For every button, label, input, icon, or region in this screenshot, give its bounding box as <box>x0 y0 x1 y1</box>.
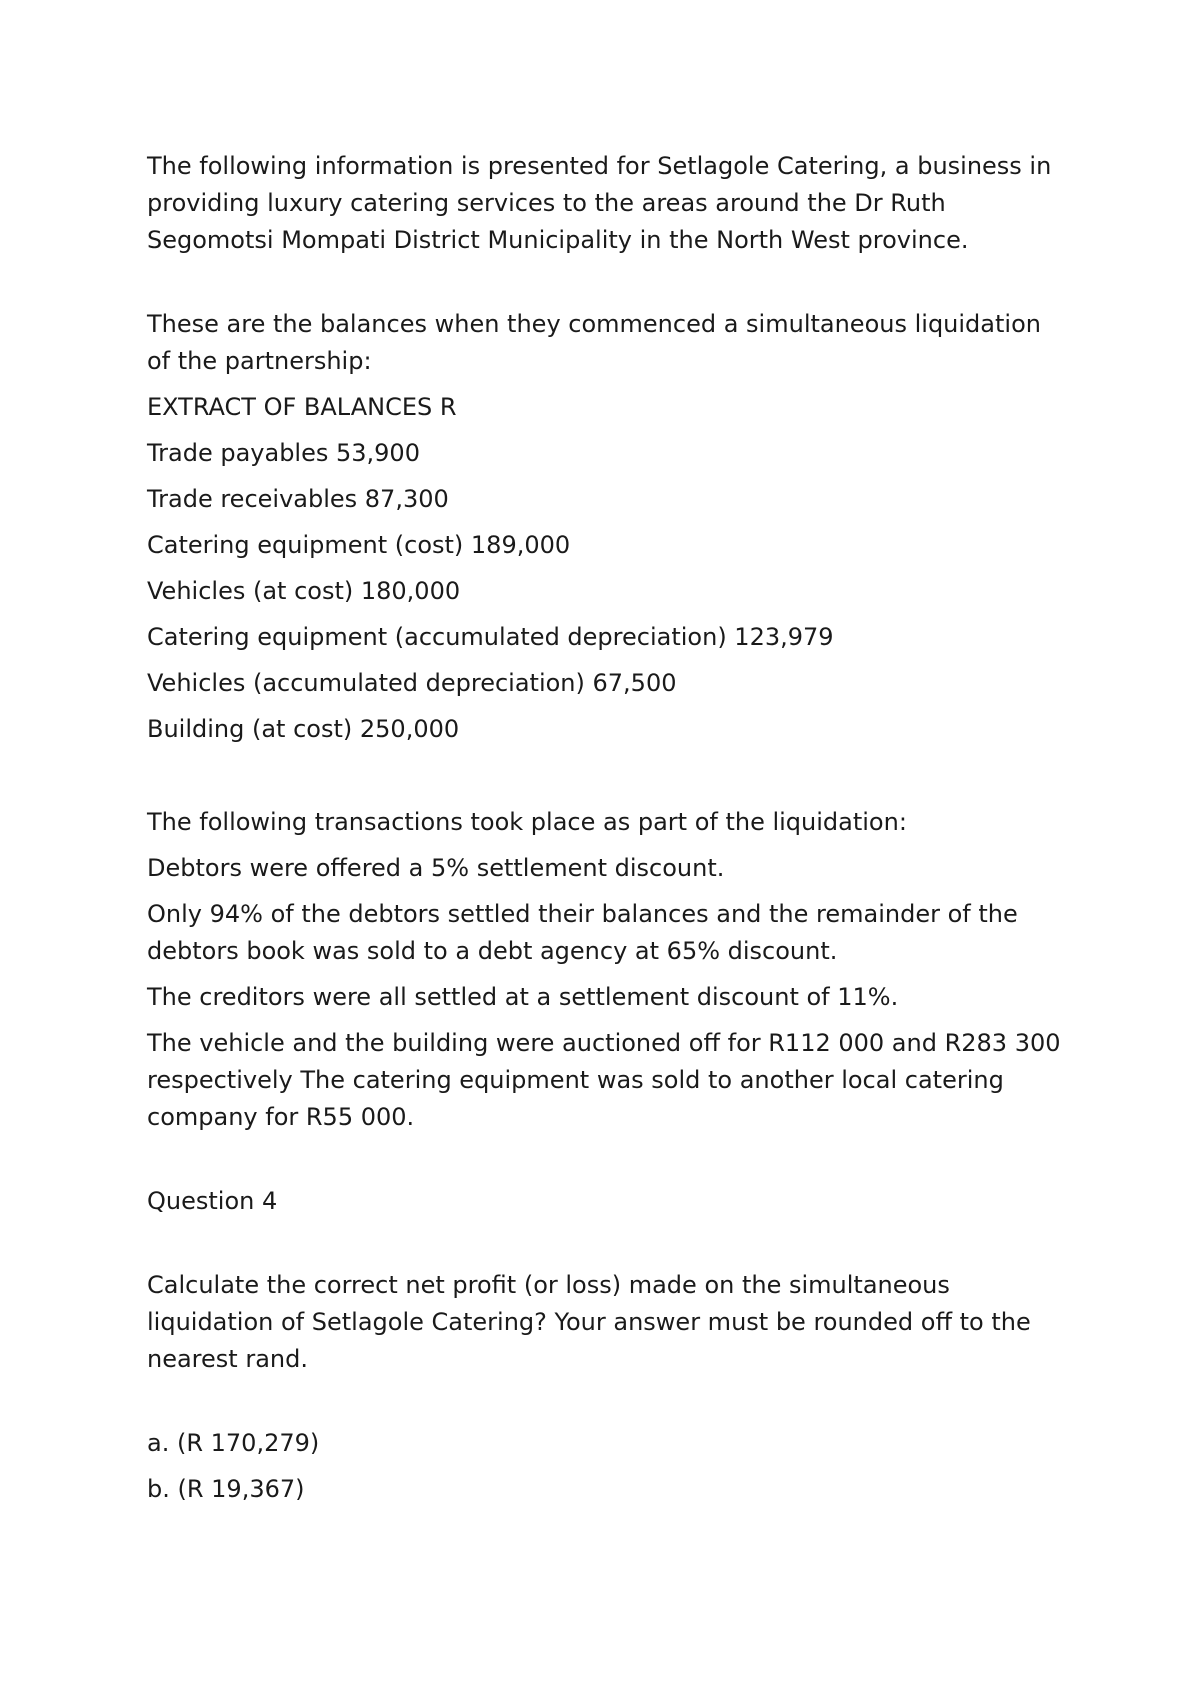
question-number <box>147 1183 1087 1220</box>
balances-intro-paragraph <box>147 306 1087 380</box>
balances-intro-line: of the partnership: <box>147 347 372 375</box>
document-page <box>147 148 1087 1517</box>
extract-item-trade-payables: Trade payables 53,900 <box>147 439 420 467</box>
spacer <box>147 757 1087 804</box>
intro-line: providing luxury catering services to the areas around the Dr Ruth <box>147 189 946 217</box>
transaction-debtors-line: Only 94% of the debtors settled their balances and the remainder of the <box>147 900 1018 928</box>
question-number-text: Question 4 <box>147 1187 278 1215</box>
answer-option-b[interactable]: b. (R 19,367) <box>147 1475 305 1503</box>
transaction-creditors: The creditors were all settled at a settlement discount of 11%. <box>147 983 899 1011</box>
extract-item-vehicles-depreciation: Vehicles (accumulated depreciation) 67,500 <box>147 669 677 697</box>
question-text <box>147 1267 1087 1378</box>
extract-item-building-cost: Building (at cost) 250,000 <box>147 715 460 743</box>
extract-heading: EXTRACT OF BALANCES R <box>147 393 457 421</box>
transactions-heading: The following transactions took place as part of the liquidation: <box>147 808 907 836</box>
intro-paragraph <box>147 148 1087 259</box>
transaction-auction-line: respectively The catering equipment was sold to another local catering <box>147 1066 1004 1094</box>
extract-item-vehicles-cost: Vehicles (at cost) 180,000 <box>147 577 461 605</box>
transaction-auction-line: company for R55 000. <box>147 1103 415 1131</box>
transaction-auction <box>147 1025 1087 1136</box>
question-text-line: liquidation of Setlagole Catering? Your answer must be rounded off to the <box>147 1308 1031 1336</box>
intro-line: Segomotsi Mompati District Municipality in the North West province. <box>147 226 969 254</box>
balances-intro-line: These are the balances when they commenced a simultaneous liquidation <box>147 310 1041 338</box>
spacer <box>147 1136 1087 1183</box>
transaction-auction-line: The vehicle and the building were auctioned off for R112 000 and R283 300 <box>147 1029 1061 1057</box>
transaction-settlement-discount: Debtors were offered a 5% settlement discount. <box>147 854 725 882</box>
question-text-line: Calculate the correct net profit (or loss) made on the simultaneous <box>147 1271 950 1299</box>
question-text-line: nearest rand. <box>147 1345 308 1373</box>
answer-option-a[interactable]: a. (R 170,279) <box>147 1429 320 1457</box>
extract-item-catering-equipment-depreciation: Catering equipment (accumulated depreciation) 123,979 <box>147 623 834 651</box>
intro-line: The following information is presented for Setlagole Catering, a business in <box>147 152 1052 180</box>
spacer <box>147 1378 1087 1425</box>
spacer <box>147 259 1087 306</box>
extract-item-catering-equipment-cost: Catering equipment (cost) 189,000 <box>147 531 571 559</box>
extract-item-trade-receivables: Trade receivables 87,300 <box>147 485 449 513</box>
transaction-debtors <box>147 896 1087 970</box>
transaction-debtors-line: debtors book was sold to a debt agency at 65% discount. <box>147 937 838 965</box>
spacer <box>147 1220 1087 1267</box>
